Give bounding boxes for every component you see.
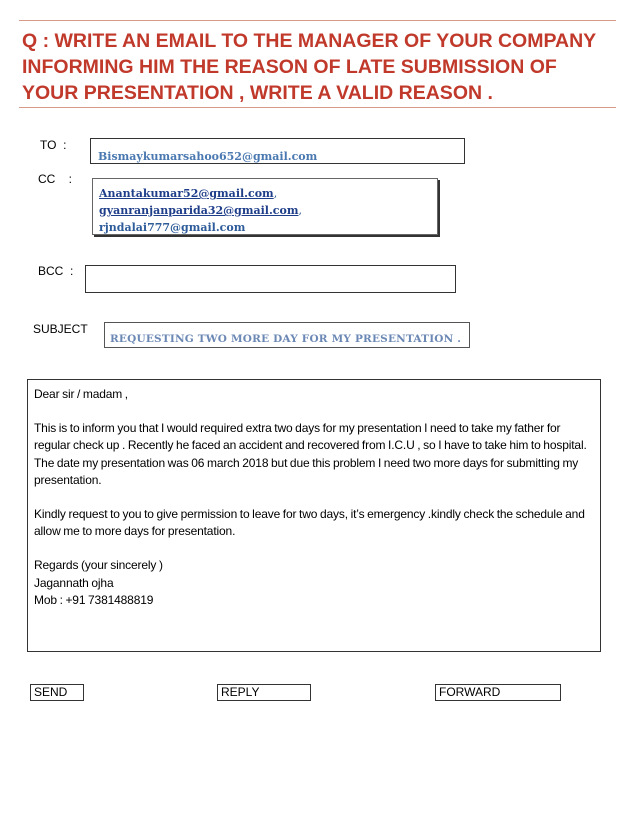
body-paragraph-2: Kindly request to you to give permission to leave for two days, it’s emergency .kindly check the schedule and allow me to more days for presentation.	[34, 507, 585, 539]
subject-label: SUBJECT	[33, 322, 88, 336]
subject-value: REQUESTING TWO MORE DAY FOR MY PRESENTATION .	[110, 333, 462, 345]
cc-address-2[interactable]: gyanranjanparida32@gmail.com,	[99, 204, 302, 217]
message-body[interactable]	[27, 379, 601, 652]
bottom-rule	[19, 107, 616, 108]
to-label: TO :	[40, 138, 67, 152]
cc-address-3[interactable]: rjndalai777@gmail.com	[99, 221, 246, 234]
top-rule	[19, 20, 616, 21]
to-field[interactable]	[90, 138, 465, 164]
question-line-2: INFORMING HIM THE REASON OF LATE SUBMISSION OF	[22, 56, 557, 78]
cc-address-1[interactable]: Anantakumar52@gmail.com,	[99, 187, 278, 200]
sender-mobile: Mob : +91 7381488819	[34, 592, 154, 607]
body-paragraph-1: This is to inform you that I would required extra two days for my presentation I need to take my father for regular check up . Recently he faced an accident and recovered from I.C.U , so I have to take him to hospital. The date my presentation was 06 march 2018 but due this problem I need two more days for submitting my presentation.	[34, 421, 587, 487]
question-line-3: YOUR PRESENTATION , WRITE A VALID REASON .	[22, 82, 493, 104]
forward-button[interactable]: FORWARD	[435, 684, 561, 701]
sender-name: Jagannath ojha	[34, 575, 114, 590]
cc-label: CC :	[38, 172, 73, 186]
to-address: Bismaykumarsahoo652@gmail.com	[98, 150, 318, 163]
question-line-1: Q : WRITE AN EMAIL TO THE MANAGER OF YOUR COMPANY	[22, 30, 597, 52]
cc-field[interactable]	[92, 178, 438, 235]
reply-button[interactable]: REPLY	[217, 684, 311, 701]
greeting: Dear sir / madam ,	[34, 387, 128, 401]
subject-field[interactable]	[104, 322, 470, 348]
bcc-field[interactable]	[85, 265, 456, 293]
send-button[interactable]: SEND	[30, 684, 84, 701]
question-heading	[22, 28, 622, 106]
closing: Regards (your sincerely )	[34, 558, 163, 573]
bcc-label: BCC :	[38, 264, 74, 278]
